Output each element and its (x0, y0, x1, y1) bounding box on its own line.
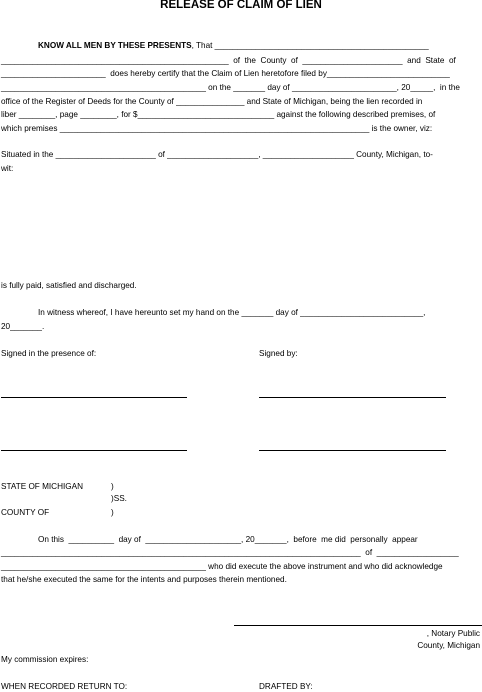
para1-line1 (38, 41, 429, 51)
notary-line2: _______________________________________________________________________________ of __________________ (1, 548, 459, 557)
para1-line7: which premises ____________________________________________________________________ is the owner, viz: (1, 124, 433, 133)
notary-signature-line (234, 625, 482, 626)
situated-line1: Situated in the ______________________ of ____________________, ____________________ County, Michigan, to- (1, 150, 433, 159)
para1-line2: __________________________________________________ of the County of ______________________ and State of (1, 56, 456, 65)
notary-line1: On this __________ day of _____________________, 20_______, before me did personally appear (38, 535, 418, 544)
signed-by-label: Signed by: (259, 349, 298, 358)
para1-line6: liber ________, page ________, for $______________________________ against the following described premises, of (1, 110, 436, 119)
signer-signature-line (259, 397, 446, 398)
notary-public-label: , Notary Public (426, 629, 480, 638)
para1-line1-rest: , That _______________________________________________ (191, 41, 429, 50)
notary-line3: _____________________________________________ who did execute the above instrument and who did acknowledge (1, 562, 443, 571)
paid-statement: is fully paid, satisfied and discharged. (1, 281, 137, 290)
when-recorded-label: WHEN RECORDED RETURN TO: (1, 682, 128, 691)
witness-line2: 20_______. (1, 322, 45, 331)
ss-label: )SS. (111, 494, 127, 503)
paren-1: ) (111, 482, 114, 491)
county-of-label: COUNTY OF (1, 508, 50, 517)
document-title: RELEASE OF CLAIM OF LIEN (160, 0, 322, 11)
para1-line5: office of the Register of Deeds for the County of _______________ and State of Michigan, being the lien recorded in (1, 97, 423, 106)
drafted-by-label: DRAFTED BY: (259, 682, 313, 691)
commission-expires-label: My commission expires: (1, 655, 89, 664)
witness-line1: In witness whereof, I have hereunto set my hand on the _______ day of ___________________________, (38, 308, 426, 317)
witness-signature-line (1, 397, 187, 398)
witness-signature-line-2 (1, 450, 187, 451)
know-all-men-text: KNOW ALL MEN BY THESE PRESENTS (38, 41, 192, 50)
signed-presence-label: Signed in the presence of: (1, 349, 97, 358)
signer-signature-line-2 (259, 450, 446, 451)
state-of-michigan: STATE OF MICHIGAN (1, 482, 84, 491)
notary-line4: that he/she executed the same for the intents and purposes therein mentioned. (1, 575, 287, 584)
para1-line4: _____________________________________________ on the _______ day of _______________________, 20_____, in the (1, 83, 460, 92)
paren-2: ) (111, 508, 114, 517)
para1-line3: _______________________ does hereby certify that the Claim of Lien heretofore filed by___________________________ (1, 69, 450, 78)
situated-line2: wit: (1, 164, 14, 173)
county-michigan-label: County, Michigan (417, 641, 480, 650)
